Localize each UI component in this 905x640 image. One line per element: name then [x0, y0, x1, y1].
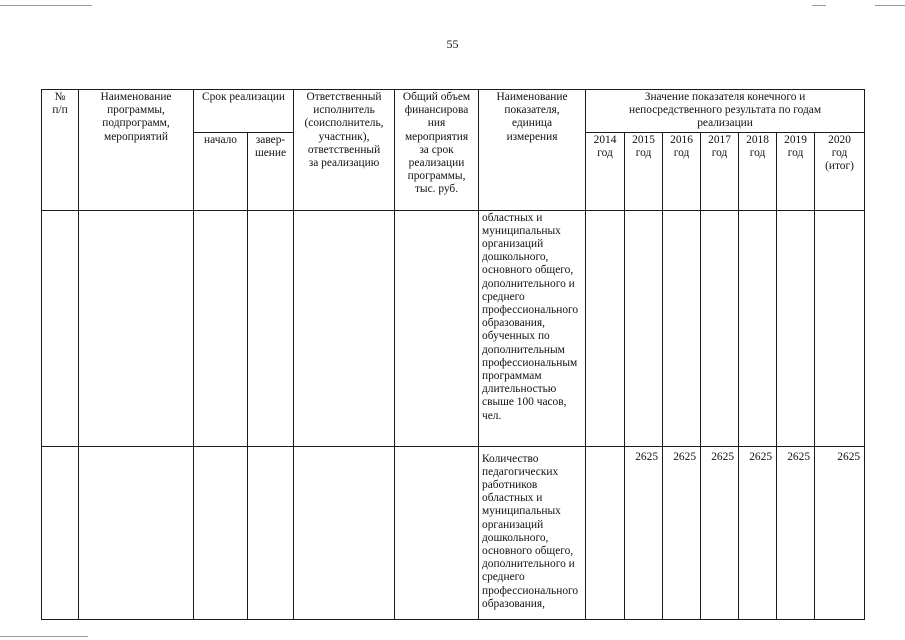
page-number: 55	[446, 37, 459, 51]
cell-value-2019: 2625	[777, 446, 815, 619]
cell-no	[42, 210, 79, 446]
header-year-2019: 2019 год	[777, 132, 815, 210]
header-name: Наименование программы, подпрограмм, мероприятий	[79, 90, 194, 211]
header-end: завер- шение	[248, 132, 294, 210]
cell-value-2014	[586, 446, 625, 619]
scan-edge-mark	[812, 5, 826, 6]
cell-value-2015: 2625	[625, 446, 663, 619]
table-row	[42, 446, 865, 619]
header-year-2018: 2018 год	[739, 132, 777, 210]
table-row	[42, 210, 865, 446]
cell-executor	[294, 210, 395, 446]
cell-name	[79, 210, 194, 446]
cell-value-2020	[815, 210, 865, 446]
cell-value-2015	[625, 210, 663, 446]
cell-end	[248, 446, 294, 619]
cell-value-2014	[586, 210, 625, 446]
header-row-top	[42, 90, 865, 133]
header-year-2015: 2015 год	[625, 132, 663, 210]
cell-indicator: областных и муниципальных организаций дошкольного, основного общего, дополнительного и среднего профессионального образования, обученных по дополнительным профессиональным программам длительностью свыше 100 часов, чел.	[479, 210, 586, 446]
cell-value-2020: 2625	[815, 446, 865, 619]
header-values-group: Значение показателя конечного и непосредственного результата по годам реализации	[586, 90, 865, 133]
cell-executor	[294, 446, 395, 619]
cell-value-2016	[663, 210, 701, 446]
cell-no	[42, 446, 79, 619]
cell-value-2017	[701, 210, 739, 446]
scan-edge-mark	[875, 5, 905, 6]
cell-start	[194, 446, 248, 619]
header-funding: Общий объем финансирова ния мероприятия за срок реализации программы, тыс. руб.	[395, 90, 479, 211]
cell-start	[194, 210, 248, 446]
header-year-2017: 2017 год	[701, 132, 739, 210]
cell-funding	[395, 210, 479, 446]
cell-end	[248, 210, 294, 446]
header-year-2014: 2014 год	[586, 132, 625, 210]
cell-funding	[395, 446, 479, 619]
scan-edge-mark	[0, 636, 88, 637]
cell-value-2018	[739, 210, 777, 446]
cell-value-2018: 2625	[739, 446, 777, 619]
header-no: № п/п	[42, 90, 79, 211]
cell-indicator: Количество педагогических работников областных и муниципальных организаций дошкольного, основного общего, дополнительного и среднего профессионального образования,	[479, 446, 586, 619]
header-year-2020: 2020 год (итог)	[815, 132, 865, 210]
cell-value-2019	[777, 210, 815, 446]
header-indicator: Наименование показателя, единица измерения	[479, 90, 586, 211]
header-executor: Ответственный исполнитель (соисполнитель, участник), ответственный за реализацию	[294, 90, 395, 211]
header-period: Срок реализации	[194, 90, 294, 133]
scan-edge-mark	[0, 5, 92, 6]
header-year-2016: 2016 год	[663, 132, 701, 210]
cell-name	[79, 446, 194, 619]
program-table	[41, 89, 865, 620]
cell-value-2016: 2625	[663, 446, 701, 619]
cell-value-2017: 2625	[701, 446, 739, 619]
header-start: начало	[194, 132, 248, 210]
